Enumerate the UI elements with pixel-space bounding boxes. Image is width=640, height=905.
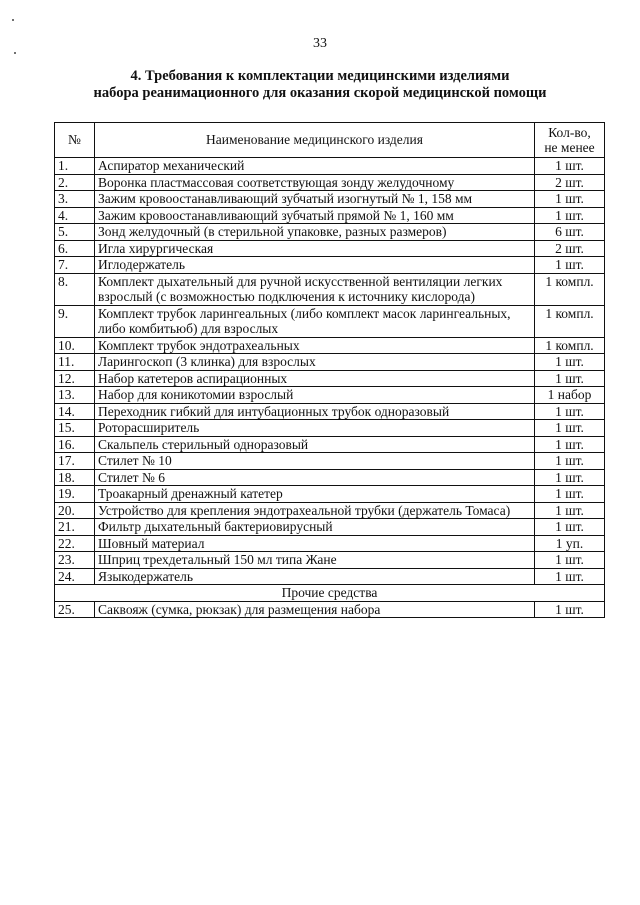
row-number: 8. bbox=[55, 273, 95, 305]
row-item-name: Ларингоскоп (3 клинка) для взрослых bbox=[95, 354, 535, 371]
table-row bbox=[55, 387, 605, 404]
row-number: 9. bbox=[55, 305, 95, 337]
row-number: 25. bbox=[55, 601, 95, 618]
row-quantity: 2 шт. bbox=[535, 174, 605, 191]
row-quantity: 1 шт. bbox=[535, 191, 605, 208]
row-quantity: 1 шт. bbox=[535, 354, 605, 371]
table-row bbox=[55, 224, 605, 241]
row-item-name: Аспиратор механический bbox=[95, 158, 535, 175]
table-row bbox=[55, 191, 605, 208]
row-number: 12. bbox=[55, 370, 95, 387]
row-quantity: 1 шт. bbox=[535, 568, 605, 585]
table-row bbox=[55, 568, 605, 585]
row-item-name: Комплект трубок ларингеальных (либо комплект масок ларингеальных, либо комбитьюб) для взрослых bbox=[95, 305, 535, 337]
table-row bbox=[55, 469, 605, 486]
row-item-name: Зажим кровоостанавливающий зубчатый изогнутый № 1, 158 мм bbox=[95, 191, 535, 208]
row-item-name: Зонд желудочный (в стерильной упаковке, разных размеров) bbox=[95, 224, 535, 241]
row-quantity: 1 шт. bbox=[535, 257, 605, 274]
row-item-name: Набор для коникотомии взрослый bbox=[95, 387, 535, 404]
row-number: 6. bbox=[55, 240, 95, 257]
table-row bbox=[55, 174, 605, 191]
section-title-line-2: набора реанимационного для оказания скорой медицинской помощи bbox=[93, 85, 547, 101]
table-header-row bbox=[55, 123, 605, 158]
section-title-line-1: 4. Требования к комплектации медицинскими изделиями bbox=[130, 68, 510, 84]
header-number: № bbox=[55, 123, 95, 158]
table-row bbox=[55, 158, 605, 175]
row-quantity: 1 набор bbox=[535, 387, 605, 404]
row-item-name: Устройство для крепления эндотрахеальной трубки (держатель Томаса) bbox=[95, 502, 535, 519]
table-row bbox=[55, 354, 605, 371]
table-row bbox=[55, 370, 605, 387]
row-number: 3. bbox=[55, 191, 95, 208]
row-quantity: 1 шт. bbox=[535, 403, 605, 420]
row-number: 13. bbox=[55, 387, 95, 404]
row-quantity: 1 шт. bbox=[535, 453, 605, 470]
row-number: 5. bbox=[55, 224, 95, 241]
row-number: 16. bbox=[55, 436, 95, 453]
table-row bbox=[55, 273, 605, 305]
row-number: 24. bbox=[55, 568, 95, 585]
row-quantity: 2 шт. bbox=[535, 240, 605, 257]
row-item-name: Стилет № 10 bbox=[95, 453, 535, 470]
row-item-name: Зажим кровоостанавливающий зубчатый прямой № 1, 160 мм bbox=[95, 207, 535, 224]
row-item-name: Скальпель стерильный одноразовый bbox=[95, 436, 535, 453]
row-item-name: Комплект трубок эндотрахеальных bbox=[95, 337, 535, 354]
row-quantity: 1 шт. bbox=[535, 436, 605, 453]
table-body-other-items bbox=[55, 601, 605, 618]
row-quantity: 1 шт. bbox=[535, 519, 605, 536]
row-quantity: 1 шт. bbox=[535, 601, 605, 618]
table-row bbox=[55, 420, 605, 437]
table-row bbox=[55, 337, 605, 354]
row-number: 11. bbox=[55, 354, 95, 371]
table-row bbox=[55, 519, 605, 536]
table-row bbox=[55, 436, 605, 453]
row-quantity: 1 компл. bbox=[535, 273, 605, 305]
row-number: 18. bbox=[55, 469, 95, 486]
row-item-name: Саквояж (сумка, рюкзак) для размещения набора bbox=[95, 601, 535, 618]
header-quantity-line-2: не менее bbox=[544, 140, 595, 155]
row-item-name: Воронка пластмассовая соответствующая зонду желудочному bbox=[95, 174, 535, 191]
table-row bbox=[55, 601, 605, 618]
row-quantity: 1 шт. bbox=[535, 502, 605, 519]
row-quantity: 1 компл. bbox=[535, 305, 605, 337]
row-quantity: 1 шт. bbox=[535, 552, 605, 569]
row-number: 21. bbox=[55, 519, 95, 536]
row-item-name: Иглодержатель bbox=[95, 257, 535, 274]
row-item-name: Шприц трехдетальный 150 мл типа Жане bbox=[95, 552, 535, 569]
row-number: 10. bbox=[55, 337, 95, 354]
row-quantity: 1 шт. bbox=[535, 370, 605, 387]
row-item-name: Набор катетеров аспирационных bbox=[95, 370, 535, 387]
table-row bbox=[55, 486, 605, 503]
row-quantity: 1 шт. bbox=[535, 486, 605, 503]
table-row bbox=[55, 535, 605, 552]
table-body-other bbox=[55, 585, 605, 602]
section-row bbox=[55, 585, 605, 602]
row-item-name: Троакарный дренажный катетер bbox=[95, 486, 535, 503]
row-number: 22. bbox=[55, 535, 95, 552]
table-body-main bbox=[55, 158, 605, 585]
row-item-name: Переходник гибкий для интубационных трубок одноразовый bbox=[95, 403, 535, 420]
row-quantity: 1 шт. bbox=[535, 420, 605, 437]
header-quantity bbox=[535, 123, 605, 158]
row-quantity: 1 уп. bbox=[535, 535, 605, 552]
table-row bbox=[55, 552, 605, 569]
header-quantity-line-1: Кол-во, bbox=[548, 124, 591, 140]
section-title bbox=[40, 68, 600, 102]
row-quantity: 1 шт. bbox=[535, 207, 605, 224]
equipment-table bbox=[54, 122, 605, 618]
table-row bbox=[55, 207, 605, 224]
scan-speck bbox=[14, 52, 16, 54]
row-number: 2. bbox=[55, 174, 95, 191]
table-row bbox=[55, 305, 605, 337]
row-item-name: Роторасширитель bbox=[95, 420, 535, 437]
table-row bbox=[55, 240, 605, 257]
scan-speck bbox=[12, 19, 14, 21]
row-quantity: 1 шт. bbox=[535, 469, 605, 486]
row-quantity: 1 компл. bbox=[535, 337, 605, 354]
header-name: Наименование медицинского изделия bbox=[95, 123, 535, 158]
row-number: 15. bbox=[55, 420, 95, 437]
row-number: 17. bbox=[55, 453, 95, 470]
table-row bbox=[55, 502, 605, 519]
row-item-name: Комплект дыхательный для ручной искусственной вентиляции легких взрослый (с возможностью подключения к источнику кислорода) bbox=[95, 273, 535, 305]
section-label: Прочие средства bbox=[55, 585, 605, 602]
row-item-name: Языкодержатель bbox=[95, 568, 535, 585]
row-item-name: Фильтр дыхательный бактериовирусный bbox=[95, 519, 535, 536]
row-quantity: 1 шт. bbox=[535, 158, 605, 175]
row-number: 20. bbox=[55, 502, 95, 519]
row-item-name: Шовный материал bbox=[95, 535, 535, 552]
row-quantity: 6 шт. bbox=[535, 224, 605, 241]
row-item-name: Стилет № 6 bbox=[95, 469, 535, 486]
table-row bbox=[55, 257, 605, 274]
row-number: 23. bbox=[55, 552, 95, 569]
page-number: 33 bbox=[313, 36, 327, 51]
row-number: 14. bbox=[55, 403, 95, 420]
row-number: 19. bbox=[55, 486, 95, 503]
row-number: 7. bbox=[55, 257, 95, 274]
row-item-name: Игла хирургическая bbox=[95, 240, 535, 257]
table-row bbox=[55, 403, 605, 420]
row-number: 4. bbox=[55, 207, 95, 224]
row-number: 1. bbox=[55, 158, 95, 175]
table-row bbox=[55, 453, 605, 470]
